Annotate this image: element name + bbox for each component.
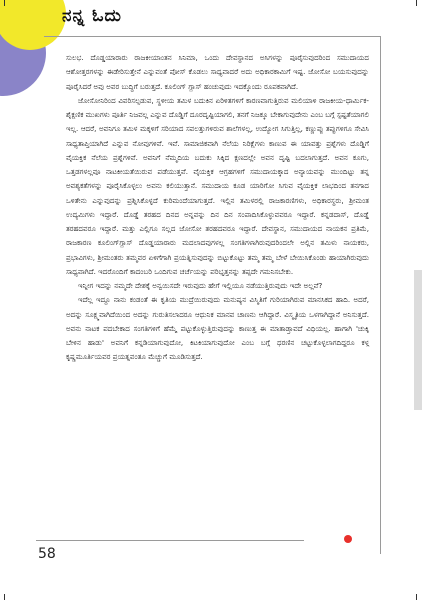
paragraph-3: ಇನ್ನೀಗ ಇದನ್ನು ನಮ್ಮದೇ ದೇಶಕ್ಕೆ ಅನ್ವಯಿಸದೇ ಇರುವುದು ಹೇಗೆ ಇಲ್ಲಿಯೂ ನಡೆಯುತ್ತಿರುವುದು ಇದೇ ಅಲ್ಲವೆ? (78, 281, 323, 290)
crop-mark (416, 594, 417, 600)
paragraph-2: ಜೋಸೋನಿರಿಂದ ವಿವರಿಸಲ್ಪಡುವ, ಸ್ಥಳೀಯ ತಮಿಳ ಬದುಕಿನ ಏರಿಳಿತಗಳಿಗೆ ಕಾರಣವಾಗುತ್ತಿರುವ ಮಲಿಯಾಳಿ ರಾಜಕೀಯ-ಧಾರ್ಮಿಕ-ಶೈಕ್ಷಣಿಕ ಮುಖಗಳು ಪೂರ್ತಿ ನಿಜವಲ್ಲ ಎನ್ನುವ ದೊಡ್ಡಿಗೆ ದೂರದೃಷ್ಟಿಯಾಗಲಿ, ತನಗೆ ನಿಜಕ್ಕೂ ಬೇಕಾಗುವುದೇನು ಎಂಬ ಬಗ್ಗೆ ಸ್ಪಷ್ಟತೆಯಾಗಲಿ ಇಲ್ಲ. ಆದರೆ, ಅವನಿಗೂ ತಮಿಳ ಮಕ್ಕಳಿಗೆ ಸರಿಯಾದ ಸವಲತ್ತುಗಳಿರುವ ಶಾಲೆಗಳಲ್ಲ, ಉದ್ಯೋಗ ಸಿಗುತ್ತಿಲ್ಲ, ಕಣ್ಣುಪ್ಪು ತಪ್ಪುಗಳಿಗೂ ಸೇವಿಸಿ ಸಾಧ್ಯತಾಪ್ತಿಯಾಗಿದೆ ಎನ್ನುವ ನೋವುಗಳಿವೆ. ಇವೆ. ಸಾಮಾಜಿಕವಾಗಿ ನೆಲೆಯ ನಿರಿಕ್ಷೆಗಳು ಕಾಣುವ ಈ ಯಾವತ್ತು ಪ್ರಶ್ನೆಗಳು ದೊಡ್ಡಿಗೆ ವೈಯಕ್ತಿಕ ನೆಲೆಯ ಪ್ರಶ್ನೆಗಳಿವೆ. ಅವನಿಗೆ ನೆಮ್ಮದಿಯ ಬದುಕು ಸಿಕ್ಕಿದ ಕ್ಷಣದಲ್ಲೇ ಅವನ ದೃಷ್ಟಿ ಬದಲಾಗುತ್ತದೆ. ಅವನ ಕೂಗು, ಒತ್ತಡಗಳಲ್ಲವೂ ನಾಟಕೀಯತೆಯಿರುವ ಪಡೆಯುತ್ತವೆ. ವೈಯಕ್ತಿಕ ಆಗ್ರಹಗಳಿಗೆ ಸಮುದಾಯಕ್ಕಾದ ಅನ್ಯಾಯವನ್ನು ಮುಂದಿಟ್ಟು ತನ್ನ ಅವಶ್ಯಕತೆಗಳನ್ನು ಪೂರೈಸಿಕೊಳ್ಳಲು ಅವನು ಕಲಿಯುತ್ತಾನೆ. ಸಮುದಾಯ ಕೂಡ ಯಾರಿಗೋ ಸಿಗುವ ವೈಯಕ್ತಿಕ ಲಾಭದಿಂದ ತನಗಾದ ಒಳಿತೇನು ಎನ್ನುವುದನ್ನು ಪ್ರಶ್ನಿಸಿಕೊಳ್ಳದೆ ಕುರಿಮಂದೆಯಾಗುತ್ತದೆ. ಇಲ್ಲಿನ ತಮಿಳರಲ್ಲಿ ರಾಜಕಾರಣಿಗಳು, ಅಧಿಕಾರಸ್ಥರು, ಶ್ರೀಮಂತ ಉದ್ಯಮಿಗಳು ಇದ್ದಾರೆ. ದೊಡ್ಡೆ ತರಹದ ದಿನದ ಅನ್ನವನ್ನು ದಿನ ದಿನ ಸಂಪಾದಿಸಿಕೊಳ್ಳುವವರೂ ಇದ್ದಾರೆ. ಕನ್ನಡದಾಸ್, ದೊಡ್ಡೆ ತರಹದವರೂ ಇದ್ದಾರೆ. ಮತ್ತು ಎಲ್ಲಿಗೂ ಸಲ್ಲದ ಜೋಸೋ ತರಹದವರೂ ಇದ್ದಾರೆ. ದೇವಸ್ಥಾನ, ಸಮುದಾಯದ ನಾಯಕನ ಪ್ರತಿಮೆ, ರಾಜಕಾರಣ ಕೂಲಿಂಗ್‌ಗ್ಲಾಸ್ ದೊಡ್ಡಯಾರಾರು ಮದಲಾದವುಗಳಲ್ಲ ಸಂಗತಿಗಳಾಗಿರುವುದರಿಂದಲೇ ಅಲ್ಲಿನ ತಮಿಳು ನಾಯಕರು, ಪ್ರಭಾವಿಗಳು, ಶ್ರೀಮಂತರು ತಮ್ಮವರ ಏಳಿಗೆಗಾಗಿ ಪ್ರಯತ್ನಿಸುವುದನ್ನು ಬಿಟ್ಟುಕೊಟ್ಟು ತಮ್ಮ ತಮ್ಮ ಬೇಳೆ ಬೇಯಿಸಿಕೊಂಡು ಹಾಯಾಗಿರುವುದು ಸಾಧ್ಯವಾಗಿದೆ. ಇದರೊಂದಿಗೆ ಕಾದಂಬರಿ ಒಂದಿಗುವ ಚರ್ಚೆಯನ್ನು ಪರಿಭೃತ್ತನನ್ನು ತಪ್ಪದೇ ಗಮನಿಸಬೇಕು. (66, 95, 369, 276)
running-title: ನನ್ನ ಓದು (62, 6, 122, 26)
crop-mark (416, 0, 417, 6)
page-number: 58 (38, 546, 56, 562)
crop-mark (4, 0, 5, 6)
paragraph-4: ಇದೆಲ್ಲ ಇದ್ದೂ ನಾನು ಕಂಡಂತೆ ಈ ಕೃತಿಯ ಮುದ್ರೆಯಿರುವುದು ಮನುಷ್ಯನ ವಿಸ್ಮಿತಿಗೆ ಗುರಿಯಾಗಿರುವ ಮಾನಸಿಕದ ಹಾದಿ. ಅದರೆ, ಅದನ್ನು ಸೂಕ್ಷ್ಮವಾಗಿದೆಯಿಂದ ಅದನ್ನು ಗುರುತಿಸಲಾದರೂ ಆಧುನಿಕ ಮಾನವ ಚಾಣನು ಆಗಿದ್ದಾರೆ. ವಿಸ್ಮೃತಿಯ ಒಳಗಾಗಿದ್ದಾನೆ ಅನಿಸುತ್ತದೆ. ಅವನು ನಾಟಕ ಪದಬೇಕಾದ ಸಂಗತಿಗಳಿಗೆ ಹೆಮ್ಮೆ ಪಟ್ಟುಕೊಳ್ಳುತ್ತಿರುವುದನ್ನು ಕಾಣುತ್ತ ಈ ಮಾತಾಡ್ತಾವದೆ ವಿಧಿಯಲ್ಲ. ಹಾಗಾಗಿ 'ಚುಕ್ಕಿ ಬೇಳಿನ ಹಾಡು' ಅವನಿಗೆ ಕನ್ನಡಿಯಾಗುವುದೋ, ಕಿಟಕಿಯಾಗುವುದೋ ಎಂಬ ಬಗ್ಗೆ ಧರಣಿನ ಚಟ್ಟುಕೊಳ್ಳಲಾಗದಿದ್ದರೂ ಕಳ್ಗ ಕೃಷ್ಣಮೂರ್ತಿಯವರ ಪ್ರಯತ್ನವಂತೂ ಮೆಚ್ಚುಗೆ ಮೂಡಿಸುತ್ತದೆ. (66, 295, 369, 362)
body-text (66, 51, 369, 365)
header-rule (44, 36, 380, 37)
margin-shade (414, 270, 422, 410)
header-yellow-circle (0, 0, 66, 50)
crop-mark (4, 594, 5, 600)
page-frame-right-rule (380, 36, 381, 554)
red-dot-ornament (344, 535, 352, 543)
paragraph-1: ಸುಲಭ. ದೊಡ್ಡಯಾರಾರು ರಾಜಕೀಯಾಂತನ ಸಿನಿಮಾ, ಒಂದು ದೇವಸ್ಥಾನದ ಅಸಿಗಳನ್ನು ಪೂರೈಸುವುದರಿಂದ ಸಮುದಾಯದ ಆಶೋತ್ತರಗಳನ್ನು ಈಡೇರಿಸುತ್ತೇನೆ ಎನ್ನುವಂತೆ ಪೋಸ್ ಕೊಡಲು ಸಾಧ್ಯವಾದರೆ ಅದು ಅಧಿಕಾರಕಾಮಿಗೆ ಇಷ್ಟ. ಜೋಸೋ ಬಯಸುವುದನ್ನು ಪೂರೈಸಿದರೆ ಅವು ಅವರ ಬುದ್ಧಿಗೆ ಬರುತ್ತದೆ. ಕೂಲಿಂಗ್ ಗ್ಲಾಸ್ ಹಂಚುವುದು ಇದಕ್ಕೊಂದು ರೂಪಕವಾಗಿದೆ. (66, 53, 369, 91)
footer-rule (36, 540, 304, 541)
